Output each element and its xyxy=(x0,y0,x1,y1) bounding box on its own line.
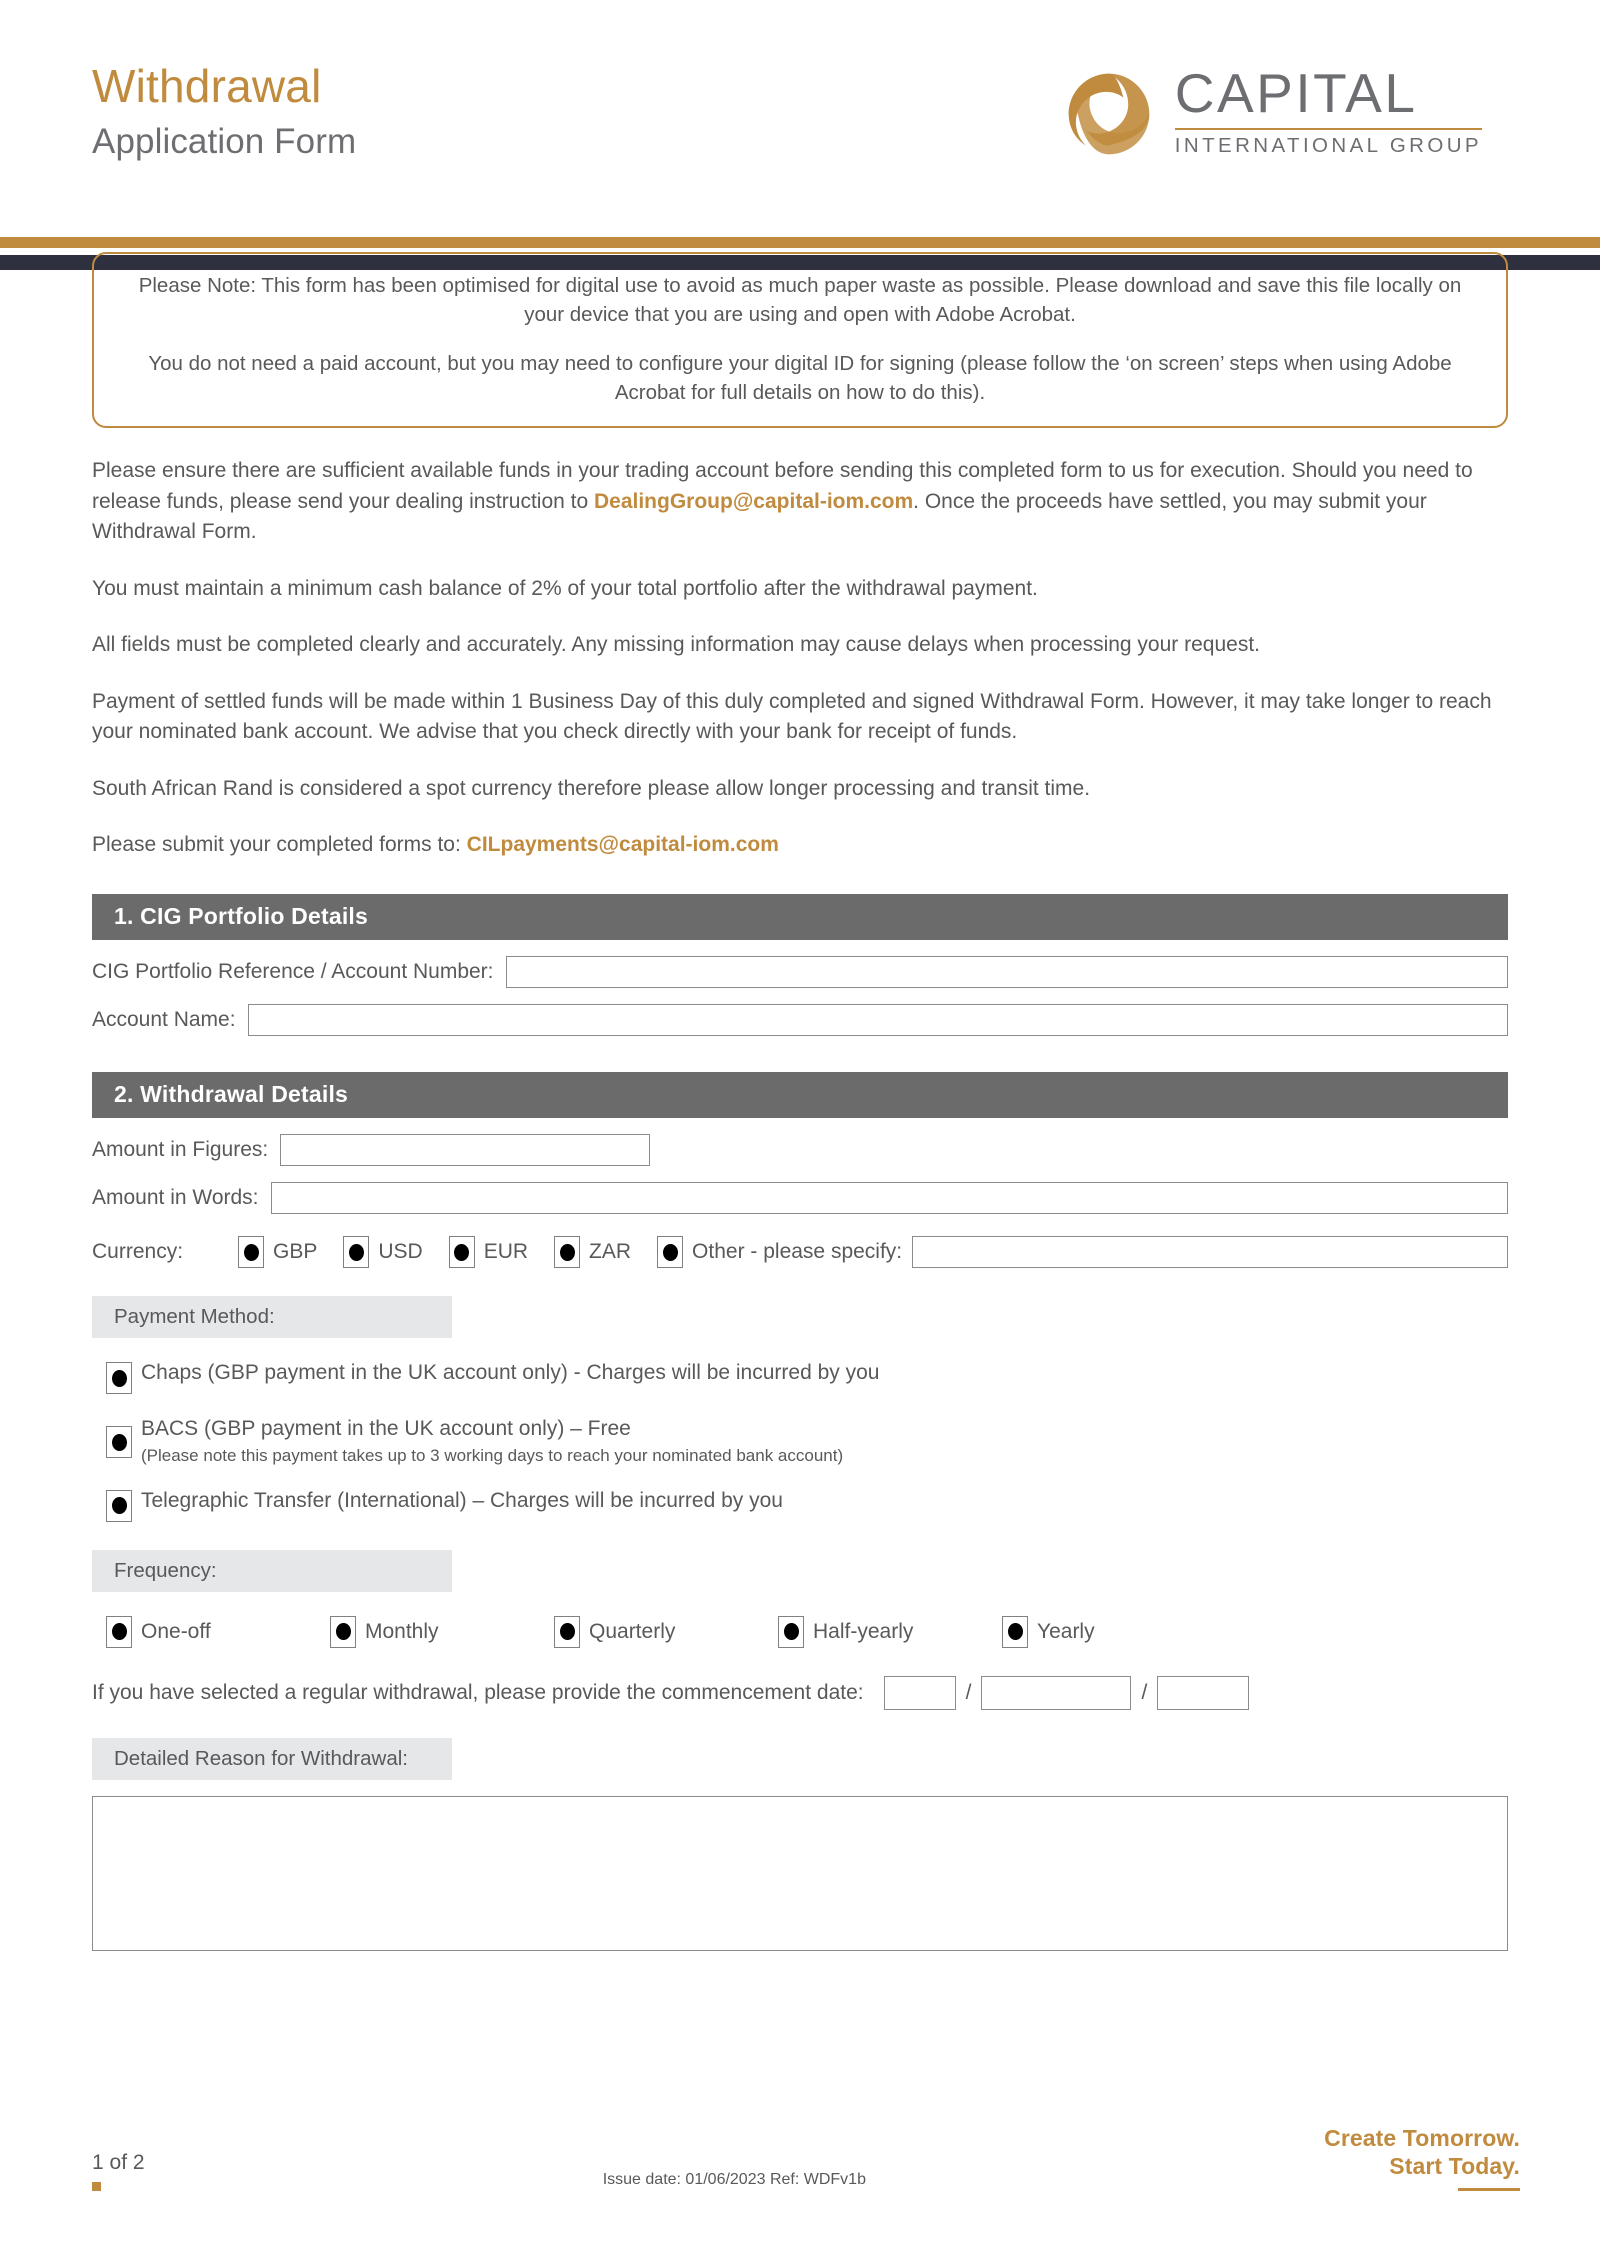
currency-label-zar: ZAR xyxy=(589,1240,632,1264)
radio-icon-bacs[interactable] xyxy=(106,1426,132,1458)
tagline-line-2: Start Today. xyxy=(1389,2153,1520,2180)
currency-label-eur: EUR xyxy=(483,1240,529,1264)
page-number: 1 of 2 xyxy=(92,2151,145,2174)
payment-method-chaps-label: Chaps (GBP payment in the UK account only) - Charges will be incurred by you xyxy=(141,1361,880,1385)
currency-row xyxy=(92,1236,1508,1268)
field-row-portfolio-reference xyxy=(92,956,1508,988)
payment-method-option-chaps[interactable] xyxy=(106,1360,1508,1394)
please-note-box xyxy=(92,252,1508,428)
account-name-input[interactable] xyxy=(248,1004,1508,1036)
tagline-underline xyxy=(1458,2188,1520,2192)
header-gold-bar xyxy=(0,237,1600,248)
title-block xyxy=(92,48,356,163)
logo-tagline: INTERNATIONAL GROUP xyxy=(1174,134,1482,157)
amount-words-label: Amount in Words: xyxy=(92,1186,259,1210)
radio-icon-one-off[interactable] xyxy=(106,1616,132,1648)
radio-icon-chaps[interactable] xyxy=(106,1362,132,1394)
intro-paragraph-3: All fields must be completed clearly and accurately. Any missing information may cause delays when processing your request. xyxy=(92,633,1261,657)
field-row-amount-figures xyxy=(92,1134,1508,1166)
commencement-day-input[interactable] xyxy=(884,1676,956,1710)
date-separator-1: / xyxy=(965,1680,972,1704)
frequency-option-yearly[interactable] xyxy=(1002,1616,1095,1648)
page-accent-square xyxy=(92,2182,101,2191)
frequency-label-quarterly: Quarterly xyxy=(589,1619,676,1643)
intro-p1-text-after: . Once the proceeds have settled, you may submit your Withdrawal Form. xyxy=(92,489,1427,544)
frequency-label-monthly: Monthly xyxy=(365,1619,439,1643)
currency-option-gbp[interactable] xyxy=(238,1236,317,1268)
frequency-label-yearly: Yearly xyxy=(1037,1619,1095,1643)
dealing-group-email-link[interactable]: DealingGroup@capital-iom.com xyxy=(593,489,914,513)
account-name-label: Account Name: xyxy=(92,1008,236,1032)
radio-icon-other[interactable] xyxy=(657,1236,683,1268)
issue-date-ref: Issue date: 01/06/2023 Ref: WDFv1b xyxy=(602,2171,866,2188)
radio-icon-monthly[interactable] xyxy=(330,1616,356,1648)
radio-icon-eur[interactable] xyxy=(449,1236,475,1268)
frequency-option-monthly[interactable] xyxy=(330,1616,554,1648)
page-number-block xyxy=(92,2151,145,2191)
payment-method-bacs-label: BACS (GBP payment in the UK account only) – Free xyxy=(141,1417,631,1441)
frequency-row xyxy=(106,1616,1508,1648)
payment-method-telegraphic-label: Telegraphic Transfer (International) – Charges will be incurred by you xyxy=(141,1488,783,1512)
payment-method-option-telegraphic-transfer[interactable] xyxy=(106,1488,1508,1522)
capital-swirl-icon xyxy=(1061,66,1157,162)
logo-text xyxy=(1174,62,1482,157)
intro-copy xyxy=(92,456,1508,860)
field-row-amount-words xyxy=(92,1182,1508,1214)
intro-paragraph-5: South African Rand is considered a spot currency therefore please allow longer processing and transit time. xyxy=(92,776,1091,800)
portfolio-reference-label: CIG Portfolio Reference / Account Number: xyxy=(92,960,494,984)
frequency-label-one-off: One-off xyxy=(141,1619,211,1643)
radio-icon-yearly[interactable] xyxy=(1002,1616,1028,1648)
intro-paragraph-6 xyxy=(92,830,1508,860)
commencement-month-input[interactable] xyxy=(981,1676,1131,1710)
cil-payments-email-link[interactable]: CILpayments@capital-iom.com xyxy=(466,832,779,856)
brand-tagline xyxy=(1324,2124,1520,2191)
section-header-withdrawal-details: 2. Withdrawal Details xyxy=(92,1072,1508,1118)
detailed-reason-textarea[interactable] xyxy=(92,1796,1508,1951)
currency-option-zar[interactable] xyxy=(554,1236,631,1268)
amount-words-input[interactable] xyxy=(271,1182,1508,1214)
subsection-header-payment-method: Payment Method: xyxy=(92,1296,452,1338)
note-paragraph-1: Please Note: This form has been optimised for digital use to avoid as much paper waste as possible. Please download and save this file locally on your device that you are using and open with Adobe Acrobat. xyxy=(138,274,1462,327)
commencement-date-label: If you have selected a regular withdrawal, please provide the commencement date: xyxy=(92,1680,864,1704)
intro-paragraph-1 xyxy=(92,456,1508,547)
payment-method-option-bacs[interactable] xyxy=(106,1416,1508,1466)
frequency-label-half-yearly: Half-yearly xyxy=(813,1619,914,1643)
radio-icon-zar[interactable] xyxy=(554,1236,580,1268)
frequency-option-one-off[interactable] xyxy=(106,1616,330,1648)
payment-method-chaps-text xyxy=(141,1360,879,1385)
tagline-line-1: Create Tomorrow. xyxy=(1324,2125,1520,2152)
payment-method-bacs-text xyxy=(141,1416,843,1466)
currency-label-gbp: GBP xyxy=(273,1240,318,1264)
currency-option-other[interactable] xyxy=(657,1236,902,1268)
currency-option-usd[interactable] xyxy=(343,1236,422,1268)
note-paragraph-2: You do not need a paid account, but you may need to configure your digital ID for signing (please follow the ‘on screen’ steps when using Adobe Acrobat for full details on how to do this). xyxy=(148,352,1452,405)
radio-icon-quarterly[interactable] xyxy=(554,1616,580,1648)
commencement-date-row xyxy=(92,1676,1508,1710)
intro-p1-text-before: Please ensure there are sufficient available funds in your trading account before sending this completed form to us for execution. Should you need to release funds, please send your dealing instruction to xyxy=(92,459,1473,513)
section-header-cig-portfolio-details: 1. CIG Portfolio Details xyxy=(92,894,1508,940)
radio-icon-half-yearly[interactable] xyxy=(778,1616,804,1648)
payment-method-bacs-note: (Please note this payment takes up to 3 working days to reach your nominated bank account) xyxy=(141,1445,844,1465)
page-title: Withdrawal xyxy=(92,60,322,112)
field-row-account-name xyxy=(92,1004,1508,1036)
date-separator-2: / xyxy=(1141,1680,1148,1704)
capital-international-group-logo xyxy=(1061,48,1520,162)
subsection-header-frequency: Frequency: xyxy=(92,1550,452,1592)
payment-method-telegraphic-text xyxy=(141,1488,783,1513)
radio-icon-telegraphic-transfer[interactable] xyxy=(106,1490,132,1522)
page-header xyxy=(0,0,1600,230)
logo-divider xyxy=(1175,128,1482,130)
page-subtitle: Application Form xyxy=(92,121,357,161)
commencement-year-input[interactable] xyxy=(1157,1676,1249,1710)
logo-wordmark: CAPITAL xyxy=(1174,62,1418,124)
page-footer xyxy=(92,2124,1520,2191)
currency-label: Currency: xyxy=(92,1240,184,1264)
intro-p6-text-before: Please submit your completed forms to: xyxy=(92,832,467,856)
frequency-option-half-yearly[interactable] xyxy=(778,1616,1002,1648)
intro-paragraph-2: You must maintain a minimum cash balance of 2% of your total portfolio after the withdrawal payment. xyxy=(92,576,1038,600)
currency-option-eur[interactable] xyxy=(449,1236,528,1268)
intro-paragraph-4: Payment of settled funds will be made within 1 Business Day of this duly completed and signed Withdrawal Form. However, it may take longer to reach your nominated bank account. We advise that you check directly with your bank for receipt of funds. xyxy=(92,689,1492,744)
radio-icon-usd[interactable] xyxy=(343,1236,369,1268)
currency-label-usd: USD xyxy=(378,1240,423,1264)
page-content xyxy=(0,252,1600,1951)
currency-label-other: Other - please specify: xyxy=(692,1240,903,1264)
subsection-header-detailed-reason: Detailed Reason for Withdrawal: xyxy=(92,1738,452,1780)
portfolio-reference-input[interactable] xyxy=(506,956,1508,988)
radio-icon-gbp[interactable] xyxy=(238,1236,264,1268)
currency-other-input[interactable] xyxy=(912,1236,1508,1268)
amount-figures-input[interactable] xyxy=(280,1134,650,1166)
amount-figures-label: Amount in Figures: xyxy=(92,1138,269,1162)
frequency-option-quarterly[interactable] xyxy=(554,1616,778,1648)
